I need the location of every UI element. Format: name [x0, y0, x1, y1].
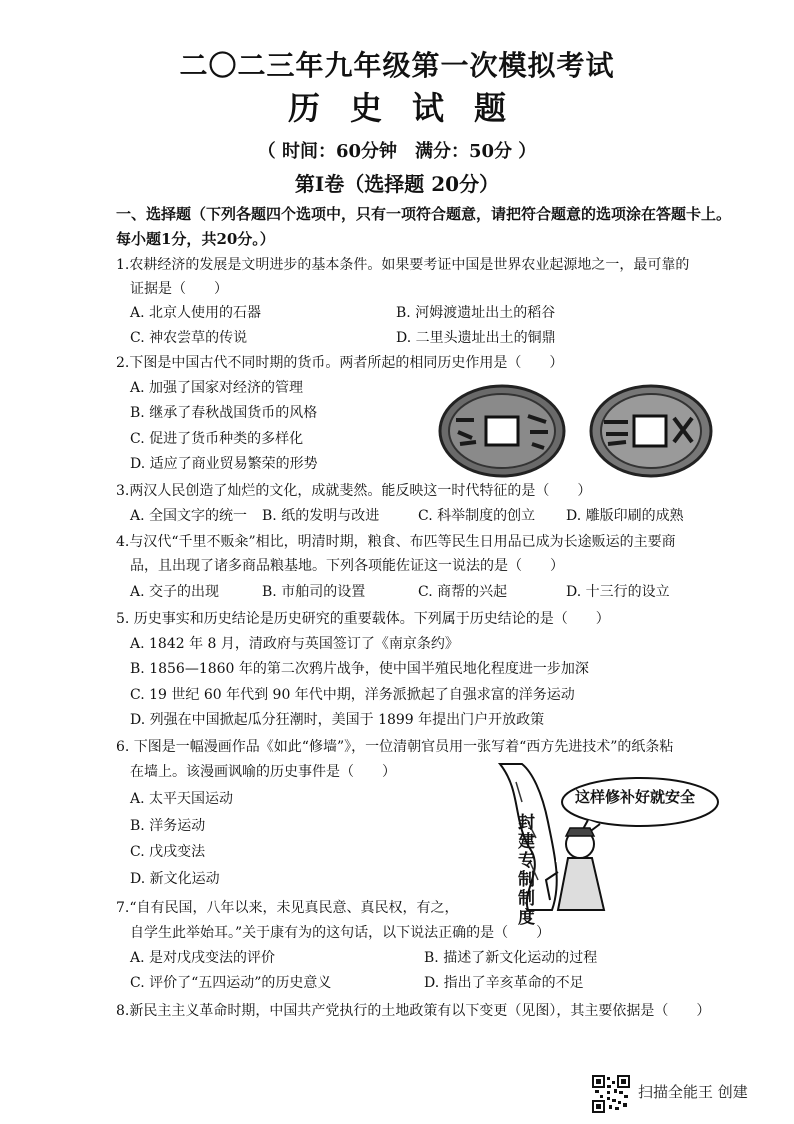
q7-stem: 自学生此举始耳。”关于康有为的这句话，以下说法正确的是（ ） — [130, 925, 551, 941]
coin-image-left — [436, 382, 568, 480]
q3-option-d: D. 雕版印刷的成熟 — [566, 508, 684, 524]
q7-option-c: C. 评价了“五四运动”的历史意义 — [130, 975, 332, 991]
coin-image-right — [588, 382, 714, 480]
q2-option-b: B. 继承了春秋战国货币的风格 — [130, 405, 318, 421]
q7-option-a: A. 是对戊戌变法的评价 — [130, 950, 276, 966]
instructions-line2: 每小题1分，共20分。） — [116, 230, 275, 248]
q6-option-b: B. 洋务运动 — [130, 818, 206, 834]
q2-option-c: C. 促进了货币种类的多样化 — [130, 431, 304, 447]
cartoon-speech: 这样修补好就安全 — [575, 788, 696, 806]
q5-stem: 5. 历史事实和历史结论是历史研究的重要载体。下列属于历史结论的是（ ） — [116, 611, 610, 627]
cartoon-wall-text: 封建专制制度 — [518, 813, 535, 928]
exam-meta: （ 时间：60分钟 满分：50分 ） — [257, 141, 537, 162]
q3-option-b: B. 纸的发明与改进 — [262, 508, 380, 524]
q5-option-a: A. 1842 年 8 月，清政府与英国签订了《南京条约》 — [130, 636, 459, 652]
q1-option-b: B. 河姆渡遗址出土的稻谷 — [396, 305, 556, 321]
q3-option-a: A. 全国文字的统一 — [130, 508, 248, 524]
q6-option-c: C. 戊戌变法 — [130, 844, 206, 860]
q6-option-a: A. 太平天国运动 — [130, 791, 234, 807]
instructions-line1: 一、选择题（下列各题四个选项中，只有一项符合题意，请把符合题意的选项涂在答题卡上。 — [116, 205, 732, 223]
q4-option-a: A. 交子的出现 — [130, 584, 220, 600]
q3-stem: 3.两汉人民创造了灿烂的文化，成就斐然。能反映这一时代特征的是（ ） — [116, 483, 592, 499]
q1-option-c: C. 神农尝草的传说 — [130, 330, 248, 346]
q1-stem: 1.农耕经济的发展是文明进步的基本条件。如果要考证中国是世界农业起源地之一，最可靠的 — [116, 257, 690, 273]
q2-stem: 2.下图是中国古代不同时期的货币。两者所起的相同历史作用是（ ） — [116, 355, 564, 371]
q4-option-b: B. 市舶司的设置 — [262, 584, 366, 600]
q4-stem: 4.与汉代“千里不贩籴”相比，明清时期，粮食、布匹等民生日用品已成为长途贩运的主要商 — [116, 534, 676, 550]
q8-stem: 8.新民主主义革命时期，中国共产党执行的土地政策有以下变更（见图），其主要依据是（ ） — [116, 1003, 711, 1019]
subject-title: 历史试题 — [287, 89, 536, 127]
q7-stem: 7.“自有民国，八年以来，未见真民意、真民权，有之， — [116, 900, 459, 916]
q4-option-c: C. 商帮的兴起 — [418, 584, 508, 600]
q5-option-d: D. 列强在中国掀起瓜分狂潮时，美国于 1899 年提出门户开放政策 — [130, 712, 545, 728]
qr-code-icon — [592, 1075, 630, 1113]
q2-option-a: A. 加强了国家对经济的管理 — [130, 380, 304, 396]
q6-stem: 在墙上。该漫画讽喻的历史事件是（ ） — [130, 764, 396, 780]
q2-option-d: D. 适应了商业贸易繁荣的形势 — [130, 456, 318, 472]
q1-stem: 证据是（ ） — [130, 281, 228, 297]
q6-stem: 6. 下图是一幅漫画作品《如此“修墙”》，一位清朝官员用一张写着“西方先进技术”的纸条粘 — [116, 739, 674, 755]
q1-option-a: A. 北京人使用的石器 — [130, 305, 262, 321]
q4-option-d: D. 十三行的设立 — [566, 584, 670, 600]
q5-option-b: B. 1856—1860 年的第二次鸦片战争，使中国半殖民地化程度进一步加深 — [130, 661, 589, 677]
q5-option-c: C. 19 世纪 60 年代到 90 年代中期，洋务派掀起了自强求富的洋务运动 — [130, 687, 575, 703]
q7-option-d: D. 指出了辛亥革命的不足 — [424, 975, 584, 991]
q7-option-b: B. 描述了新文化运动的过程 — [424, 950, 598, 966]
q3-option-c: C. 科举制度的创立 — [418, 508, 536, 524]
exam-title: 二〇二三年九年级第一次模拟考试 — [179, 49, 615, 82]
q1-option-d: D. 二里头遗址出土的铜鼎 — [396, 330, 556, 346]
q4-stem: 品，且出现了诸多商品粮基地。下列各项能佐证这一说法的是（ ） — [130, 558, 564, 574]
q6-option-d: D. 新文化运动 — [130, 871, 220, 887]
section-title: 第Ⅰ卷（选择题 20分） — [294, 172, 500, 196]
footer-brand: 扫描全能王 创建 — [638, 1083, 748, 1101]
